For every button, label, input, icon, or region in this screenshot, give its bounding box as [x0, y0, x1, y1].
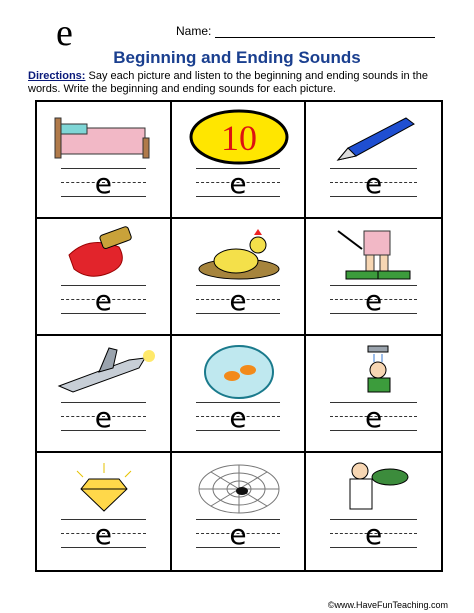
cell-vet	[306, 453, 441, 570]
cell-spill	[37, 219, 172, 336]
bed-icon	[49, 108, 159, 166]
cell-legs	[306, 219, 441, 336]
vowel-letter: e	[365, 518, 383, 551]
cell-jet	[37, 336, 172, 453]
corner-letter: e	[56, 12, 73, 54]
name-label: Name:	[176, 24, 212, 38]
cell-web	[172, 453, 307, 570]
cell-bed	[37, 102, 172, 219]
vowel-letter: e	[94, 167, 112, 200]
directions-text: Say each picture and listen to the beginning and ending sounds in the words. Write the beginning and ending sounds for each picture.	[28, 70, 428, 95]
name-line	[215, 25, 435, 38]
footer-copyright: ©www.HaveFunTeaching.com	[327, 600, 448, 610]
cell-gem	[37, 453, 172, 570]
vowel-letter: e	[94, 518, 112, 551]
vowel-letter: e	[94, 401, 112, 434]
vet-icon	[318, 459, 428, 517]
vowel-letter: e	[365, 167, 383, 200]
worksheet-title: Beginning and Ending Sounds	[113, 48, 361, 67]
vowel-letter: e	[229, 401, 247, 434]
cell-pen	[306, 102, 441, 219]
vowel-letter: e	[94, 284, 112, 317]
directions	[28, 70, 452, 96]
jet-icon	[49, 342, 159, 400]
gem-icon	[49, 459, 159, 517]
vowel-letter: e	[229, 518, 247, 551]
ten-icon	[184, 108, 294, 166]
spill-icon	[49, 225, 159, 283]
vowel-letter: e	[229, 167, 247, 200]
web-icon	[184, 459, 294, 517]
pen-icon	[318, 108, 428, 166]
vowel-letter: e	[365, 284, 383, 317]
fishbowl-icon	[184, 342, 294, 400]
cell-ten	[172, 102, 307, 219]
wet-boy-icon	[318, 342, 428, 400]
ten-number: 10	[220, 118, 257, 158]
legs-icon	[318, 225, 428, 283]
directions-label: Directions:	[28, 70, 86, 82]
cell-fishbowl	[172, 336, 307, 453]
cell-hen	[172, 219, 307, 336]
picture-grid	[35, 100, 443, 572]
name-row	[176, 24, 435, 38]
cell-wet	[306, 336, 441, 453]
vowel-letter: e	[365, 401, 383, 434]
hen-icon	[184, 225, 294, 283]
vowel-letter: e	[229, 284, 247, 317]
